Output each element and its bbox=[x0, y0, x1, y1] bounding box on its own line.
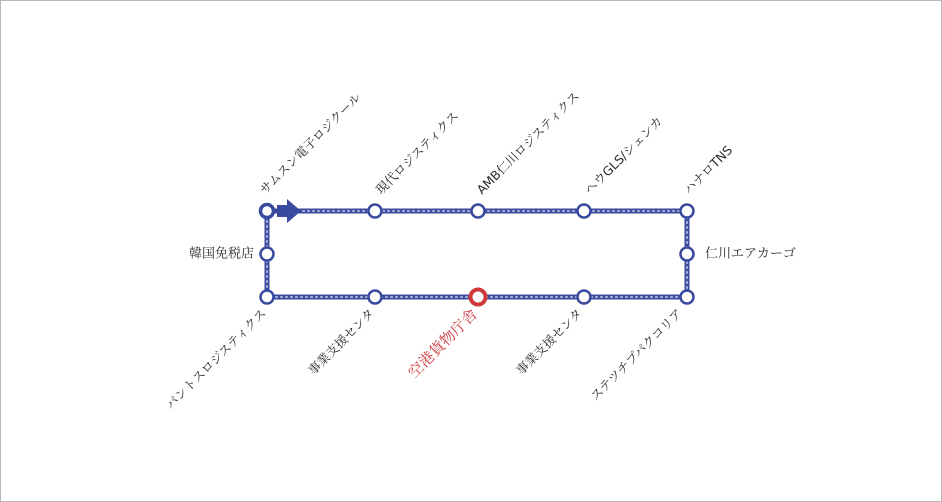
stop-marker-amb[interactable] bbox=[472, 205, 485, 218]
stop-label-jigyo1: 事業支援センタ bbox=[304, 305, 378, 378]
stop-label-pantos: パントスロジスティクス bbox=[162, 305, 270, 413]
stop-marker-stetch[interactable] bbox=[681, 291, 694, 304]
arrow-right-icon bbox=[277, 199, 301, 223]
stop-label-gendai: 現代ロジスティクス bbox=[372, 108, 462, 198]
stop-marker-hanwoo[interactable] bbox=[578, 205, 591, 218]
stop-marker-pantos[interactable] bbox=[261, 291, 274, 304]
route-line bbox=[267, 211, 687, 297]
stop-label-jigyo2: 事業支援センタ bbox=[512, 305, 586, 378]
stop-marker-jigyo1[interactable] bbox=[369, 291, 382, 304]
stop-label-hanaro: ハナロTNS bbox=[680, 142, 736, 198]
stop-label-samsung: サムスン電子ロジクール bbox=[256, 90, 364, 198]
stop-label-hanwoo: ヘウGLS/シェンカ bbox=[581, 113, 666, 198]
stop-label-amb: AMB仁川ロジスティクス bbox=[473, 88, 583, 198]
stop-marker-hanaro[interactable] bbox=[681, 205, 694, 218]
stop-marker-samsung[interactable] bbox=[261, 205, 274, 218]
stop-marker-gendai[interactable] bbox=[369, 205, 382, 218]
stop-label-airport: 空港貨物庁舎 bbox=[404, 305, 481, 382]
stop-marker-dutyfree[interactable] bbox=[261, 248, 274, 261]
route-diagram bbox=[1, 1, 941, 501]
route-line-inner bbox=[267, 211, 687, 297]
stop-label-incheon: 仁川エアカーゴ bbox=[705, 246, 796, 262]
stop-label-stetch: ステツチプパクコリア bbox=[587, 305, 686, 404]
stop-marker-incheon[interactable] bbox=[681, 248, 694, 261]
stop-marker-jigyo2[interactable] bbox=[578, 291, 591, 304]
stop-marker-airport-current[interactable] bbox=[471, 290, 486, 305]
stop-label-dutyfree: 韓国免税店 bbox=[188, 246, 254, 262]
